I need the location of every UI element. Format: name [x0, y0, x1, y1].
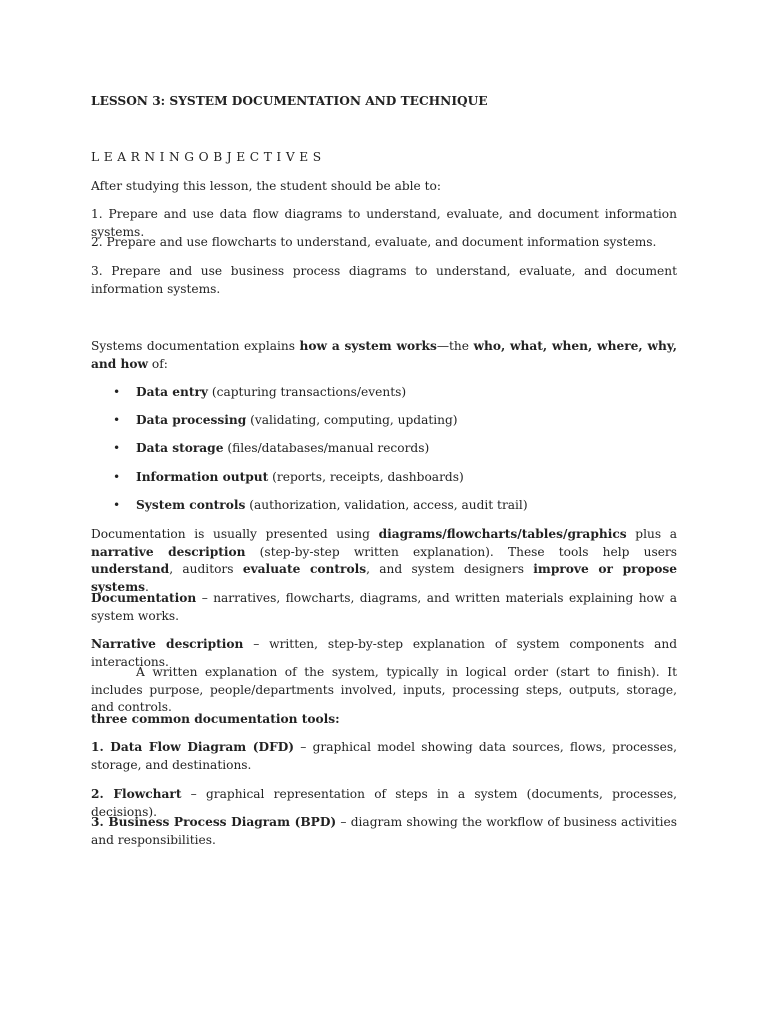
objectives-heading: LEARNINGOBJECTIVES [91, 150, 326, 164]
objective-item: 1. Prepare and use data flow diagrams to understand, evaluate, and document information systems. [91, 207, 677, 239]
presentation-paragraph: Documentation is usually presented using diagrams/flowcharts/tables/graphics plus a narrative description (step-by-step written explanation). These tools help users understand, auditors evaluate controls, and system designers improve or propose systems. [91, 527, 677, 594]
bullet-icon: • [113, 385, 121, 399]
narrative-definition: Narrative description – written, step-by-step explanation of system components and interactions. [91, 637, 677, 669]
documentation-definition: Documentation – narratives, flowcharts, diagrams, and written materials explaining how a system works. [91, 591, 677, 623]
bullet-icon: • [113, 498, 121, 512]
tools-heading: three common documentation tools: [91, 712, 340, 726]
bullet-icon: • [113, 470, 121, 484]
bullet-icon: • [113, 441, 121, 455]
tool-item: 3. Business Process Diagram (BPD) – diagram showing the workflow of business activities and responsibilities. [91, 815, 677, 847]
system-documentation-paragraph: Systems documentation explains how a system works—the who, what, when, where, why, and how of: [91, 339, 677, 371]
tool-item: 2. Flowchart – graphical representation of steps in a system (documents, processes, decisions). [91, 787, 677, 819]
intro-paragraph: After studying this lesson, the student should be able to: [91, 179, 441, 193]
bullet-icon: • [113, 413, 121, 427]
lesson-title: LESSON 3: SYSTEM DOCUMENTATION AND TECHNIQUE [91, 94, 488, 108]
document-page: LESSON 3: SYSTEM DOCUMENTATION AND TECHNIQUE LEARNINGOBJECTIVES After studying this lesson, the student should be able to: 1. Prepare and use data flow diagrams to understand, evaluate, and document information systems. 2. Prepare and use flowcharts to understand, evaluate, and document information systems. 3. Prepare and use business process diagrams to understand, evaluate, and document information systems. Systems documentation explains how a system works—the who, what, when, where, why, and how of: • Data entry (capturing transactions/events) • Data processing (validating, computing, updating) • Data storage (files/databases/manual records) • Information output (reports, receipts, dashboards) • System controls (authorization, validation, access, audit trail) Documentation is usually presented using diagrams/flowcharts/tables/graphics plus a narrative description (step-by-step written explanation). These tools help users understand, auditors evaluate controls, and system designers improve or propose systems. Documentation – narratives, flowcharts, diagrams, and written materials explaining how a system works. Narrative description – written, step-by-step explanation of system components and interactions. A written explanation of the system, typically in logical order (start to finish). It includes purpose, people/departments involved, inputs, processing steps, outputs, storage, and controls. three common documentation tools: 1. Data Flow Diagram (DFD) – graphical model showing data sources, flows, processes, storage, and destinations. 2. Flowchart – graphical representation of steps in a system (documents, processes, decisions). 3. Business Process Diagram (BPD) – diagram showing the workflow of business activities and responsibilities. [0, 0, 768, 1024]
written-explanation-paragraph: A written explanation of the system, typically in logical order (start to finish). It includes purpose, people/departments involved, inputs, processing steps, outputs, storage, and controls. [91, 665, 677, 714]
objective-item: 3. Prepare and use business process diagrams to understand, evaluate, and document information systems. [91, 264, 677, 296]
objective-item: 2. Prepare and use flowcharts to understand, evaluate, and document information systems. [91, 235, 657, 249]
tool-item: 1. Data Flow Diagram (DFD) – graphical model showing data sources, flows, processes, storage, and destinations. [91, 740, 677, 772]
